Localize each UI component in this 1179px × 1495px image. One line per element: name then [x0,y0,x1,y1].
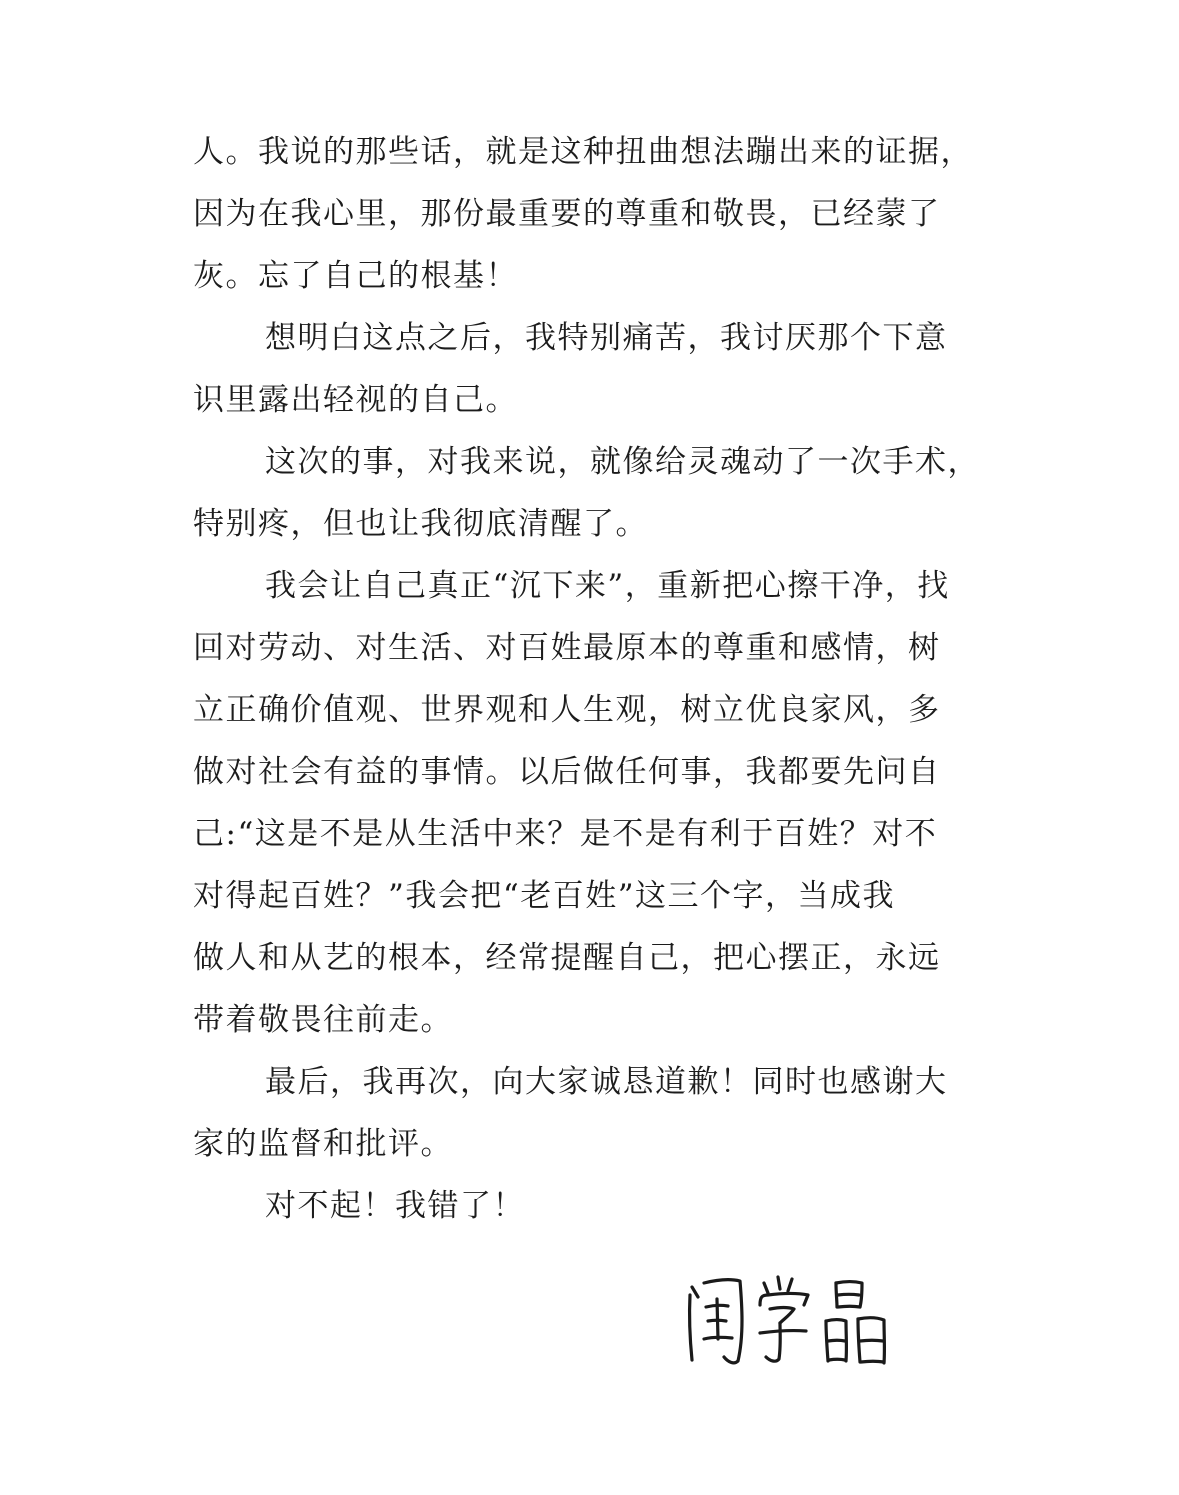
letter-line: 这次的事，对我来说，就像给灵魂动了一次手术， [265,444,980,480]
letter-line: 做对社会有益的事情。以后做任何事，我都要先问自 [193,754,941,790]
letter-line: 己:“这是不是从生活中来？是不是有利于百姓？对不 [193,816,938,852]
letter-line: 因为在我心里，那份最重要的尊重和敬畏，已经蒙了 [193,196,941,232]
letter-line: 立正确价值观、世界观和人生观，树立优良家风，多 [193,692,941,728]
letter-line: 家的监督和批评。 [193,1126,453,1162]
letter-body [193,121,1023,1237]
letter-line: 想明白这点之后，我特别痛苦，我讨厌那个下意 [265,320,948,356]
handwritten-signature [680,1265,920,1375]
letter-line: 对得起百姓？”我会把“老百姓”这三个字，当成我 [193,878,896,914]
signature-drawing [680,1265,920,1375]
letter-line: 带着敬畏往前走。 [193,1002,453,1038]
letter-line: 我会让自己真正“沉下来”，重新把心擦干净，找 [265,568,950,604]
letter-line: 识里露出轻视的自己。 [193,382,518,418]
letter-line: 最后，我再次，向大家诚恳道歉！同时也感谢大 [265,1064,948,1100]
letter-line: 特别疼，但也让我彻底清醒了。 [193,506,648,542]
letter-line: 做人和从艺的根本，经常提醒自己，把心摆正，永远 [193,940,941,976]
letter-line: 人。我说的那些话，就是这种扭曲想法蹦出来的证据， [193,134,973,170]
letter-line: 对不起！我错了！ [265,1188,525,1224]
letter-line: 回对劳动、对生活、对百姓最原本的尊重和感情，树 [193,630,941,666]
letter-line: 灰。忘了自己的根基！ [193,258,518,294]
